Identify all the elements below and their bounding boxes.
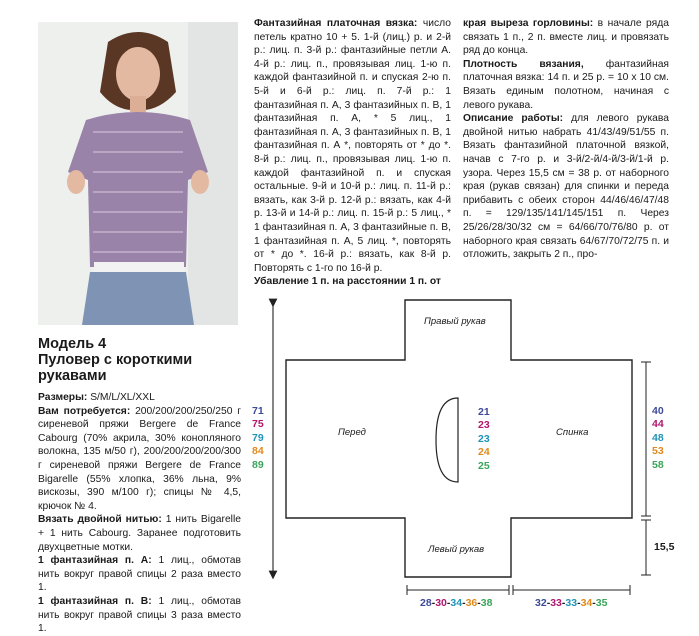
sizes-line: Размеры: S/M/L/XL/XXL: [38, 392, 155, 403]
fancy-stitch-b: 1 фантазийная п. В: 1 лиц., обмотав нить вокруг правой спицы 3 раза вместо 1.: [38, 595, 241, 635]
sleeve-height-value: 15,5: [654, 541, 675, 553]
body-length-numbers: 32-33-33-34-35: [535, 597, 608, 609]
neck-numbers: 21 23 23 24 25: [478, 406, 490, 472]
work-description-paragraph: Описание работы: для левого рукава двойной нитью набрать 41/43/49/51/55 п. Вязать фантазийной платочной вязкой, начав с 7-го р. и 3-й/2-й/4-й/3-й/1-й р. узора. Через 15,5 см = 38 р. от наборного края (рукав связан) для спинки и переда прибавить с обеих сторон 44/46/46/47/48 п. = 129/135/141/145/151 п. Через 25/26/28/30/32 см = 64/66/70/76/80 р. от наборного края связать 64/67/70/72/75 п. и отложить, закрыть 2 п., про-: [463, 113, 669, 261]
fancy-pattern-paragraph: Фантазийная платочная вязка: число петель кратно 10 + 5. 1-й (лиц.) р. и 2-й р.: лиц. п. 3-й р.: фантазийные петли А. 4-й р.: лиц. п., провязывая лиц. 1-ю п. каждой фантазийной п. и спуская 2-ю п. 5-й и 6-й р.: лиц. п. 7-й р.: 1 фантазийная п. А, 3 фантазийных п. В, 1 фантазийная п. А, * 5 лиц., 1 фантазийная п. А, 3 фантазийных п. В, 1 фантазийная п. А *, повторять от * до *. 8-й р.: лиц. п., провязывая лиц. 1-ю п. каждой фантазийной п. и спуская остальные. 9-й и 10-й р.: лиц. п. 11-й р.: вязать, как 3-й р. 12-й р.: вязать, как 4-й р. 13-й и 14-й р.: лиц. п. 15-й р.: 5 лиц., * 1 фантазийная п. А, 3 фантазийные п. В, 1 фантазийная п. А, 5 лиц. *, повторять от * до *. 16-й р.: вязать, как 8-й р. Повторять с 1-го по 16-й р.: [254, 18, 451, 274]
needs-paragraph: Вам потребуется: 200/200/200/250/250 г сиреневой пряжи Bergere de France Cabourg (70% акрила, 30% конопляного волокна, 135 м/50 г), 200/200/200/200/300 г сиреневой пряжи Bergere de France Bigarelle (55% хлопка, 36% льна, 9% вискозы, 390 м/100 г); спицы № 4,5, крючок № 4.: [38, 405, 241, 512]
body-width-numbers: 40 44 48 53 58: [652, 405, 664, 471]
sleeve-length-numbers: 28-30-34-36-38: [420, 597, 493, 609]
garment-outline: [286, 300, 632, 577]
double-yarn-paragraph: Вязать двойной нитью: 1 нить Bigarelle + 1 нить Cabourg. Заранее подготовить двухцветные мотки.: [38, 514, 241, 553]
neckline-shape: [436, 398, 458, 482]
right-sleeve-label: Правый рукав: [424, 316, 486, 327]
neck-edge-paragraph: края выреза горловины: в начале ряда связать 1 п., 2 п. вместе лиц. и провязать ряд до конца.: [463, 18, 669, 57]
model-title: Модель 4 Пуловер с короткими рукавами: [38, 336, 193, 384]
body-height-numbers: 71 75 79 84 89: [252, 405, 264, 471]
decrease-heading: Убавление 1 п. на расстоянии 1 п. от: [254, 276, 441, 288]
gauge-paragraph: Плотность вязания, фантазийная платочная вязка: 14 п. и 25 р. = 10 x 10 см. Вязать единым полотном, начиная с левого рукава.: [463, 58, 669, 111]
left-sleeve-label: Левый рукав: [428, 544, 485, 555]
back-label: Спинка: [556, 427, 589, 438]
fancy-stitch-a: 1 фантазийная п. А: 1 лиц., обмотав нить вокруг правой спицы 2 раза вместо 1.: [38, 555, 241, 594]
front-label: Перед: [338, 427, 366, 438]
